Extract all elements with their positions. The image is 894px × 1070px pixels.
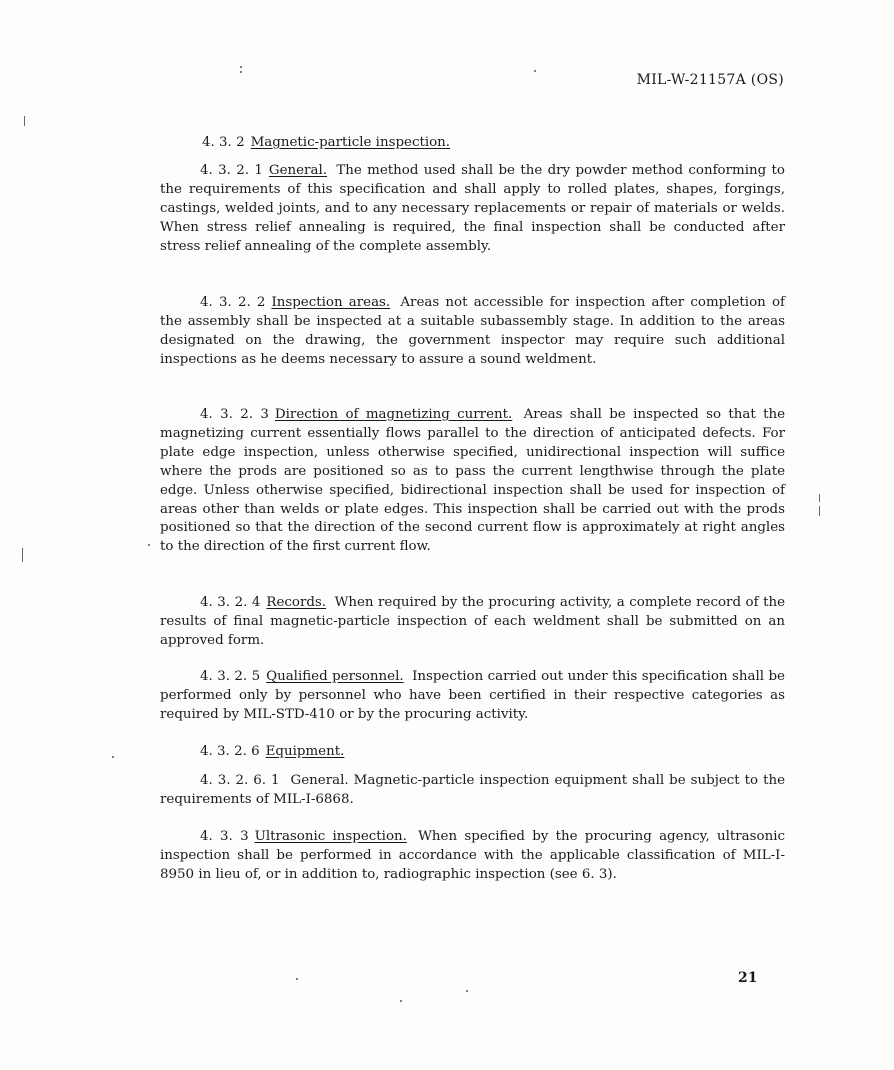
section-number: 4. 3. 2. 6. 1: [200, 773, 280, 788]
scan-speck: [296, 978, 298, 980]
section-number: 4. 3. 2. 6: [200, 744, 260, 759]
scan-speck: [534, 70, 536, 72]
scan-edge-mark: [819, 506, 820, 516]
page-number: 21: [738, 970, 758, 986]
section-body: General. Magnetic-particle inspection equipment shall be subject to the requirements of MIL-I-6868.: [160, 773, 785, 807]
section-4-3-3: [160, 828, 785, 885]
scan-speck: [240, 66, 242, 68]
section-number: 4. 3. 2. 4: [200, 595, 261, 610]
section-title: Records.: [266, 595, 327, 610]
section-4-3-2-2: [160, 294, 785, 370]
section-title: Ultrasonic inspection.: [254, 829, 407, 844]
section-number: 4. 3. 2: [202, 135, 245, 150]
section-body: When specified by the procuring agency, ultrasonic inspection shall be performed in accordance with the applicable classification of MIL-I-8950 in lieu of, or in addition to, radiographic inspection (see 6. 3).: [160, 829, 785, 882]
section-title: Inspection areas.: [271, 295, 391, 310]
scan-speck: [400, 1000, 402, 1002]
section-4-3-2-4: [160, 594, 785, 651]
section-number: 4. 3. 3: [200, 829, 249, 844]
section-number: 4. 3. 2. 2: [200, 295, 266, 310]
section-body: When required by the procuring activity, a complete record of the results of final magnetic-particle inspection of each weldment shall be submitted on an approved form.: [160, 595, 785, 648]
section-title: Magnetic-particle inspection.: [250, 135, 451, 150]
section-4-3-2-5: [160, 668, 785, 725]
section-body: Inspection carried out under this specification shall be performed only by personnel who have been certified in their respective categories as required by MIL-STD-410 or by the procuring activity.: [160, 669, 785, 722]
scan-speck: [466, 990, 468, 992]
scan-edge-mark: [22, 548, 23, 562]
section-4-3-2: [160, 134, 785, 153]
scan-speck: [112, 756, 114, 758]
section-title: General.: [268, 163, 327, 178]
section-4-3-2-1: [160, 162, 785, 257]
section-title: Equipment.: [265, 744, 345, 759]
section-body: The method used shall be the dry powder method conforming to the requirements of this specification and shall apply to rolled plates, shapes, forgings, castings, welded joints, and to any necessary replacements or repair of materials or welds. When stress relief annealing is required, the final inspection shall be conducted after stress relief annealing of the complete assembly.: [160, 163, 785, 254]
scan-edge-mark: [24, 116, 25, 126]
section-4-3-2-3: [160, 406, 785, 557]
section-number: 4. 3. 2. 1: [200, 163, 263, 178]
scan-speck: [240, 71, 242, 73]
document-header: MIL-W-21157A (OS): [636, 72, 784, 88]
section-4-3-2-6: [160, 743, 785, 762]
scan-speck: [148, 544, 150, 546]
section-4-3-2-6-1: [160, 772, 785, 810]
section-title: Direction of magnetizing current.: [274, 407, 513, 422]
section-title: Qualified personnel.: [266, 669, 404, 684]
section-body: Areas not accessible for inspection after completion of the assembly shall be inspected at a suitable subassembly stage. In addition to the areas designated on the drawing, the government inspector may require such additional inspections as he deems necessary to assure a sound weldment.: [160, 295, 785, 367]
section-number: 4. 3. 2. 5: [200, 669, 261, 684]
section-number: 4. 3. 2. 3: [200, 407, 269, 422]
section-body: Areas shall be inspected so that the magnetizing current essentially flows parallel to the direction of anticipated defects. For plate edge inspection, unless otherwise specified, unidirectional inspection will suffice where the prods are positioned so as to pass the current lengthwise through the plate edge. Unless otherwise specified, bidirectional inspection shall be used for inspection of areas other than welds or plate edges. This inspection shall be carried out with the prods positioned so that the direction of the second current flow is approximately at right angles to the direction of the first current flow.: [160, 407, 786, 555]
scan-edge-mark: [819, 494, 820, 502]
